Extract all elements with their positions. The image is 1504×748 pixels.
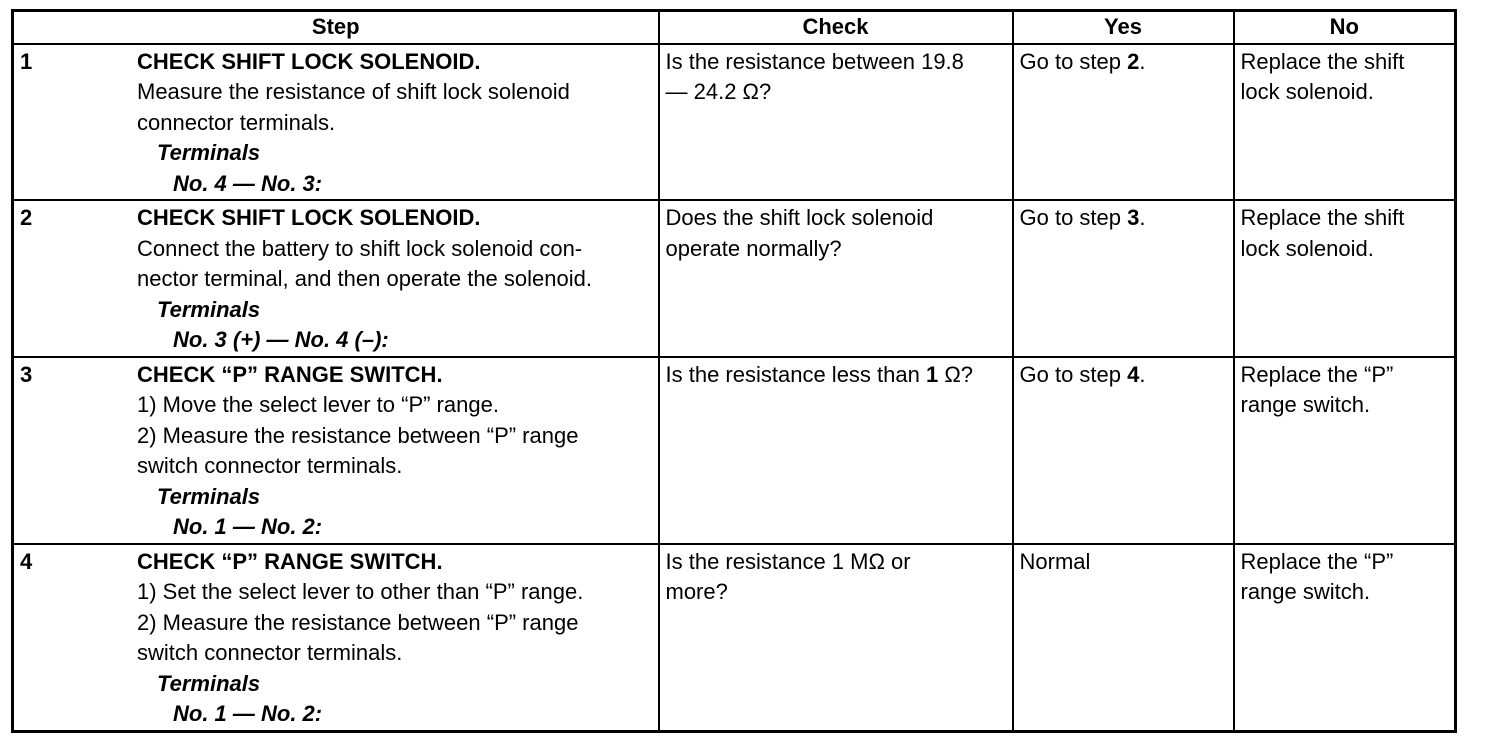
- step-line: Measure the resistance of shift lock solenoid: [137, 79, 570, 104]
- step-cell: [13, 44, 659, 201]
- diagnostic-table: [11, 9, 1457, 733]
- check-line: Is the resistance 1 MΩ or: [665, 548, 911, 574]
- check-cell: [659, 44, 1013, 201]
- no-cell: [1234, 44, 1456, 201]
- step-cell: [13, 544, 659, 732]
- step-cell: [13, 357, 659, 544]
- yes-suffix: .: [1139, 361, 1146, 387]
- yes-suffix: .: [1139, 48, 1146, 74]
- no-line: Replace the shift: [1240, 205, 1405, 230]
- step-line: switch connector terminals.: [137, 640, 403, 665]
- terminals-value: No. 4 — No. 3:: [173, 170, 323, 196]
- header-step: Step: [13, 11, 659, 44]
- no-cell: [1234, 357, 1456, 544]
- step-title: CHECK “P” RANGE SWITCH.: [137, 361, 443, 387]
- check-suffix: Ω?: [938, 361, 974, 387]
- yes-step-number: 4: [1127, 361, 1140, 387]
- header-row: [13, 11, 1456, 44]
- no-line: Replace the “P”: [1240, 361, 1394, 387]
- yes-value: Normal: [1019, 548, 1091, 574]
- yes-step-number: 2: [1127, 48, 1140, 74]
- terminals-label: Terminals: [157, 670, 261, 696]
- yes-prefix: Go to step: [1019, 361, 1128, 387]
- step-line: Connect the battery to shift lock solenoid con-: [137, 235, 583, 261]
- no-line: range switch.: [1240, 579, 1371, 604]
- header-check: Check: [659, 11, 1013, 44]
- step-body: [137, 545, 658, 730]
- step-number: 1: [20, 48, 33, 74]
- yes-prefix: Go to step: [1019, 48, 1128, 74]
- step-line: 2) Measure the resistance between “P” range: [137, 609, 579, 635]
- header-yes: Yes: [1013, 11, 1234, 44]
- step-number: 3: [20, 361, 33, 387]
- check-prefix: Is the resistance less than: [665, 361, 926, 387]
- yes-step-number: 3: [1127, 205, 1140, 230]
- no-line: lock solenoid.: [1240, 79, 1374, 104]
- table-row: [13, 200, 1456, 357]
- yes-cell: [1013, 200, 1234, 357]
- terminals-label: Terminals: [157, 140, 261, 165]
- step-body: [137, 45, 658, 200]
- header-no: No: [1234, 11, 1456, 44]
- step-number: 4: [20, 548, 33, 574]
- no-line: range switch.: [1240, 392, 1371, 417]
- check-cell: [659, 200, 1013, 357]
- no-cell: [1234, 544, 1456, 732]
- yes-cell: [1013, 544, 1234, 732]
- yes-prefix: Go to step: [1019, 205, 1128, 230]
- no-cell: [1234, 200, 1456, 357]
- step-body: [137, 201, 658, 356]
- no-line: Replace the shift: [1240, 48, 1405, 74]
- check-line: — 24.2 Ω?: [665, 79, 772, 104]
- table-row: [13, 357, 1456, 544]
- step-body: [137, 358, 658, 543]
- step-title: CHECK SHIFT LOCK SOLENOID.: [137, 205, 481, 230]
- check-line: Is the resistance between 19.8: [665, 48, 964, 74]
- terminals-label: Terminals: [157, 483, 261, 509]
- check-cell: [659, 357, 1013, 544]
- step-cell: [13, 200, 659, 357]
- table-row: [13, 44, 1456, 201]
- terminals-value: No. 1 — No. 2:: [173, 514, 323, 539]
- step-line: 2) Measure the resistance between “P” range: [137, 422, 579, 448]
- check-cell: [659, 544, 1013, 732]
- table-row: [13, 544, 1456, 732]
- yes-cell: [1013, 44, 1234, 201]
- step-line: switch connector terminals.: [137, 453, 403, 478]
- terminals-value: No. 1 — No. 2:: [173, 701, 323, 726]
- yes-cell: [1013, 357, 1234, 544]
- no-line: lock solenoid.: [1240, 235, 1374, 261]
- step-title: CHECK SHIFT LOCK SOLENOID.: [137, 48, 481, 74]
- check-line: more?: [665, 579, 728, 604]
- step-line: connector terminals.: [137, 109, 336, 135]
- check-line: Does the shift lock solenoid: [665, 205, 934, 230]
- terminals-value: No. 3 (+) — No. 4 (–):: [173, 327, 389, 352]
- terminals-label: Terminals: [157, 296, 261, 322]
- step-line: nector terminal, and then operate the solenoid.: [137, 266, 592, 291]
- check-line: operate normally?: [665, 235, 842, 261]
- step-number: 2: [20, 205, 33, 230]
- no-line: Replace the “P”: [1240, 548, 1394, 574]
- yes-suffix: .: [1139, 205, 1146, 230]
- step-line: 1) Set the select lever to other than “P” range.: [137, 579, 584, 604]
- step-line: 1) Move the select lever to “P” range.: [137, 392, 499, 417]
- step-title: CHECK “P” RANGE SWITCH.: [137, 548, 443, 574]
- check-bold-value: 1: [925, 361, 939, 387]
